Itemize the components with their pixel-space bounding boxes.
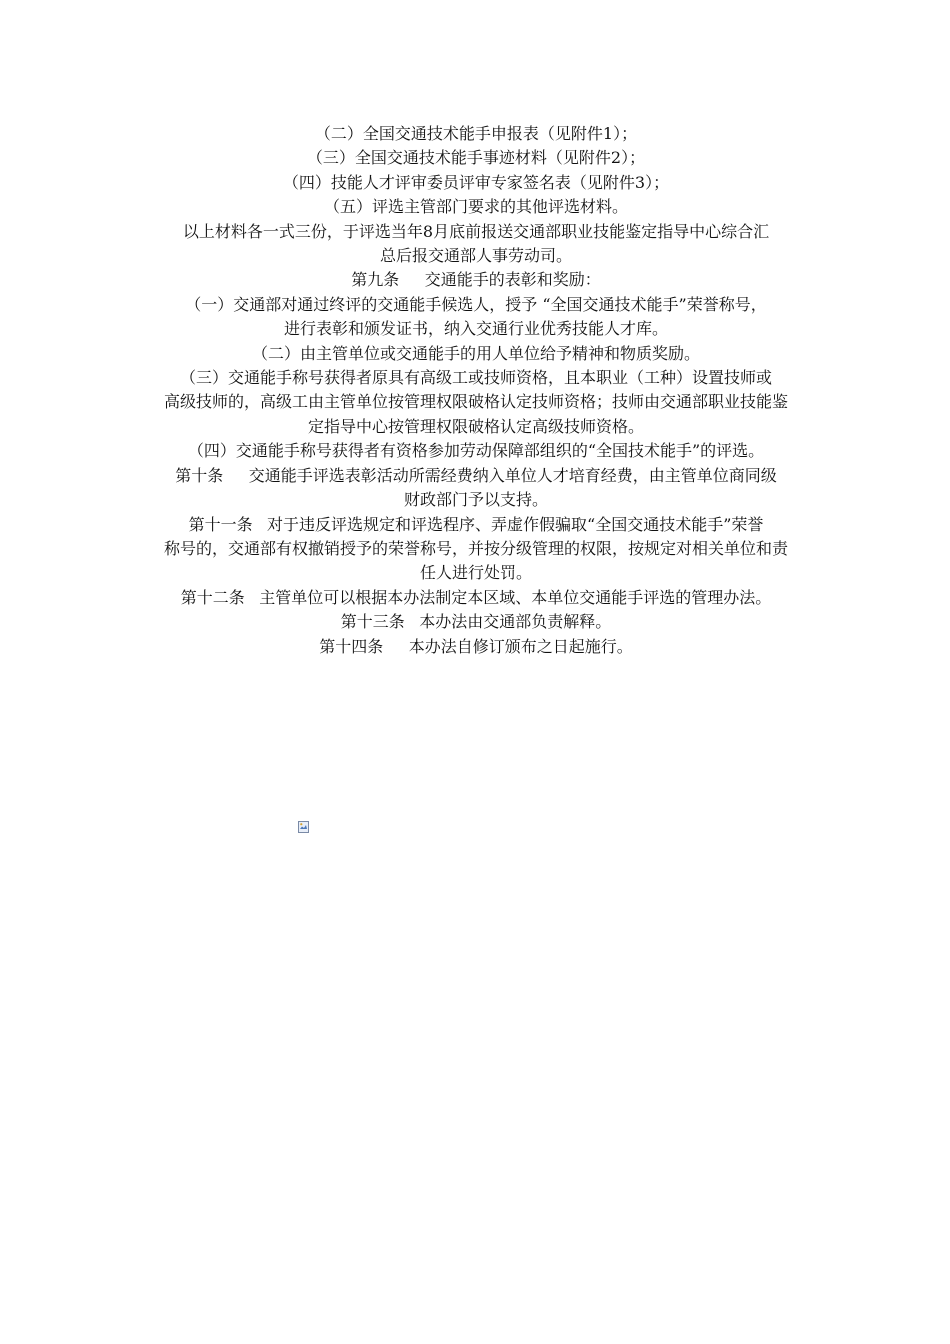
broken-image-icon bbox=[298, 818, 309, 830]
article-9-item-4: （四）交通能手称号获得者有资格参加劳动保障部组织的“全国技术能手”的评选。 bbox=[187, 441, 765, 461]
article-11-text-1: 对于违反评选规定和评选程序、弄虚作假骗取“全国交通技术能手”荣誉 bbox=[267, 514, 764, 534]
article-13 bbox=[142, 610, 810, 634]
article-11-line-1 bbox=[142, 513, 810, 537]
article-14-number: 第十四条 bbox=[319, 636, 384, 656]
article-9-item-3-line-3: 定指导中心按管理权限破格认定高级技师资格。 bbox=[307, 416, 644, 436]
article-9-item-1-line-1: （一）交通部对通过终评的交通能手候选人，授予 “全国交通技术能手”荣誉称号， bbox=[185, 294, 767, 314]
article-10-line-1 bbox=[142, 464, 810, 488]
line-attachment-2: （三）全国交通技术能手事迹材料（见附件2）； bbox=[306, 148, 646, 168]
article-11-line-3: 任人进行处罚。 bbox=[419, 563, 532, 583]
article-10-text-1: 交通能手评选表彰活动所需经费纳入单位人才培育经费，由主管单位商同级 bbox=[248, 465, 777, 485]
article-9-number: 第九条 bbox=[351, 270, 400, 290]
article-10-line-2: 财政部门予以支持。 bbox=[403, 490, 548, 510]
article-14 bbox=[142, 635, 810, 659]
line-attachment-1: （二）全国交通技术能手申报表（见附件1）； bbox=[314, 124, 638, 143]
article-9-item-2: （二）由主管单位或交通能手的用人单位给予精神和物质奖励。 bbox=[251, 343, 700, 363]
article-12-number: 第十二条 bbox=[180, 587, 245, 607]
article-9-title: 交通能手的表彰和奖励： bbox=[424, 270, 601, 290]
line-materials-copies-1: 以上材料各一式三份，于评选当年8月底前报送交通部职业技能鉴定指导中心综合汇 bbox=[182, 221, 770, 241]
document-body bbox=[142, 122, 810, 659]
line-other-materials: （五）评选主管部门要求的其他评选材料。 bbox=[323, 197, 628, 217]
article-11-line-2: 称号的，交通部有权撤销授予的荣誉称号，并按分级管理的权限，按规定对相关单位和责 bbox=[163, 538, 788, 558]
article-12-text: 主管单位可以根据本办法制定本区域、本单位交通能手评选的管理办法。 bbox=[259, 587, 772, 607]
article-11-number: 第十一条 bbox=[188, 514, 253, 534]
line-attachment-3: （四）技能人才评审委员评审专家签名表（见附件3）； bbox=[282, 172, 670, 192]
article-14-text: 本办法自修订颁布之日起施行。 bbox=[408, 636, 633, 656]
article-9-item-3-line-1: （三）交通能手称号获得者原具有高级工或技师资格，且本职业（工种）设置技师或 bbox=[179, 368, 772, 388]
line-materials-copies-2: 总后报交通部人事劳动司。 bbox=[379, 246, 572, 266]
article-13-number: 第十三条 bbox=[340, 612, 405, 632]
article-13-text: 本办法由交通部负责解释。 bbox=[419, 612, 612, 632]
article-9-item-3-line-2: 高级技师的，高级工由主管单位按管理权限破格认定技师资格；技师由交通部职业技能鉴 bbox=[163, 392, 788, 412]
article-9-heading bbox=[142, 268, 810, 292]
article-9-item-1-line-2: 进行表彰和颁发证书，纳入交通行业优秀技能人才库。 bbox=[283, 319, 668, 339]
article-12 bbox=[142, 586, 810, 610]
article-10-number: 第十条 bbox=[175, 465, 224, 485]
